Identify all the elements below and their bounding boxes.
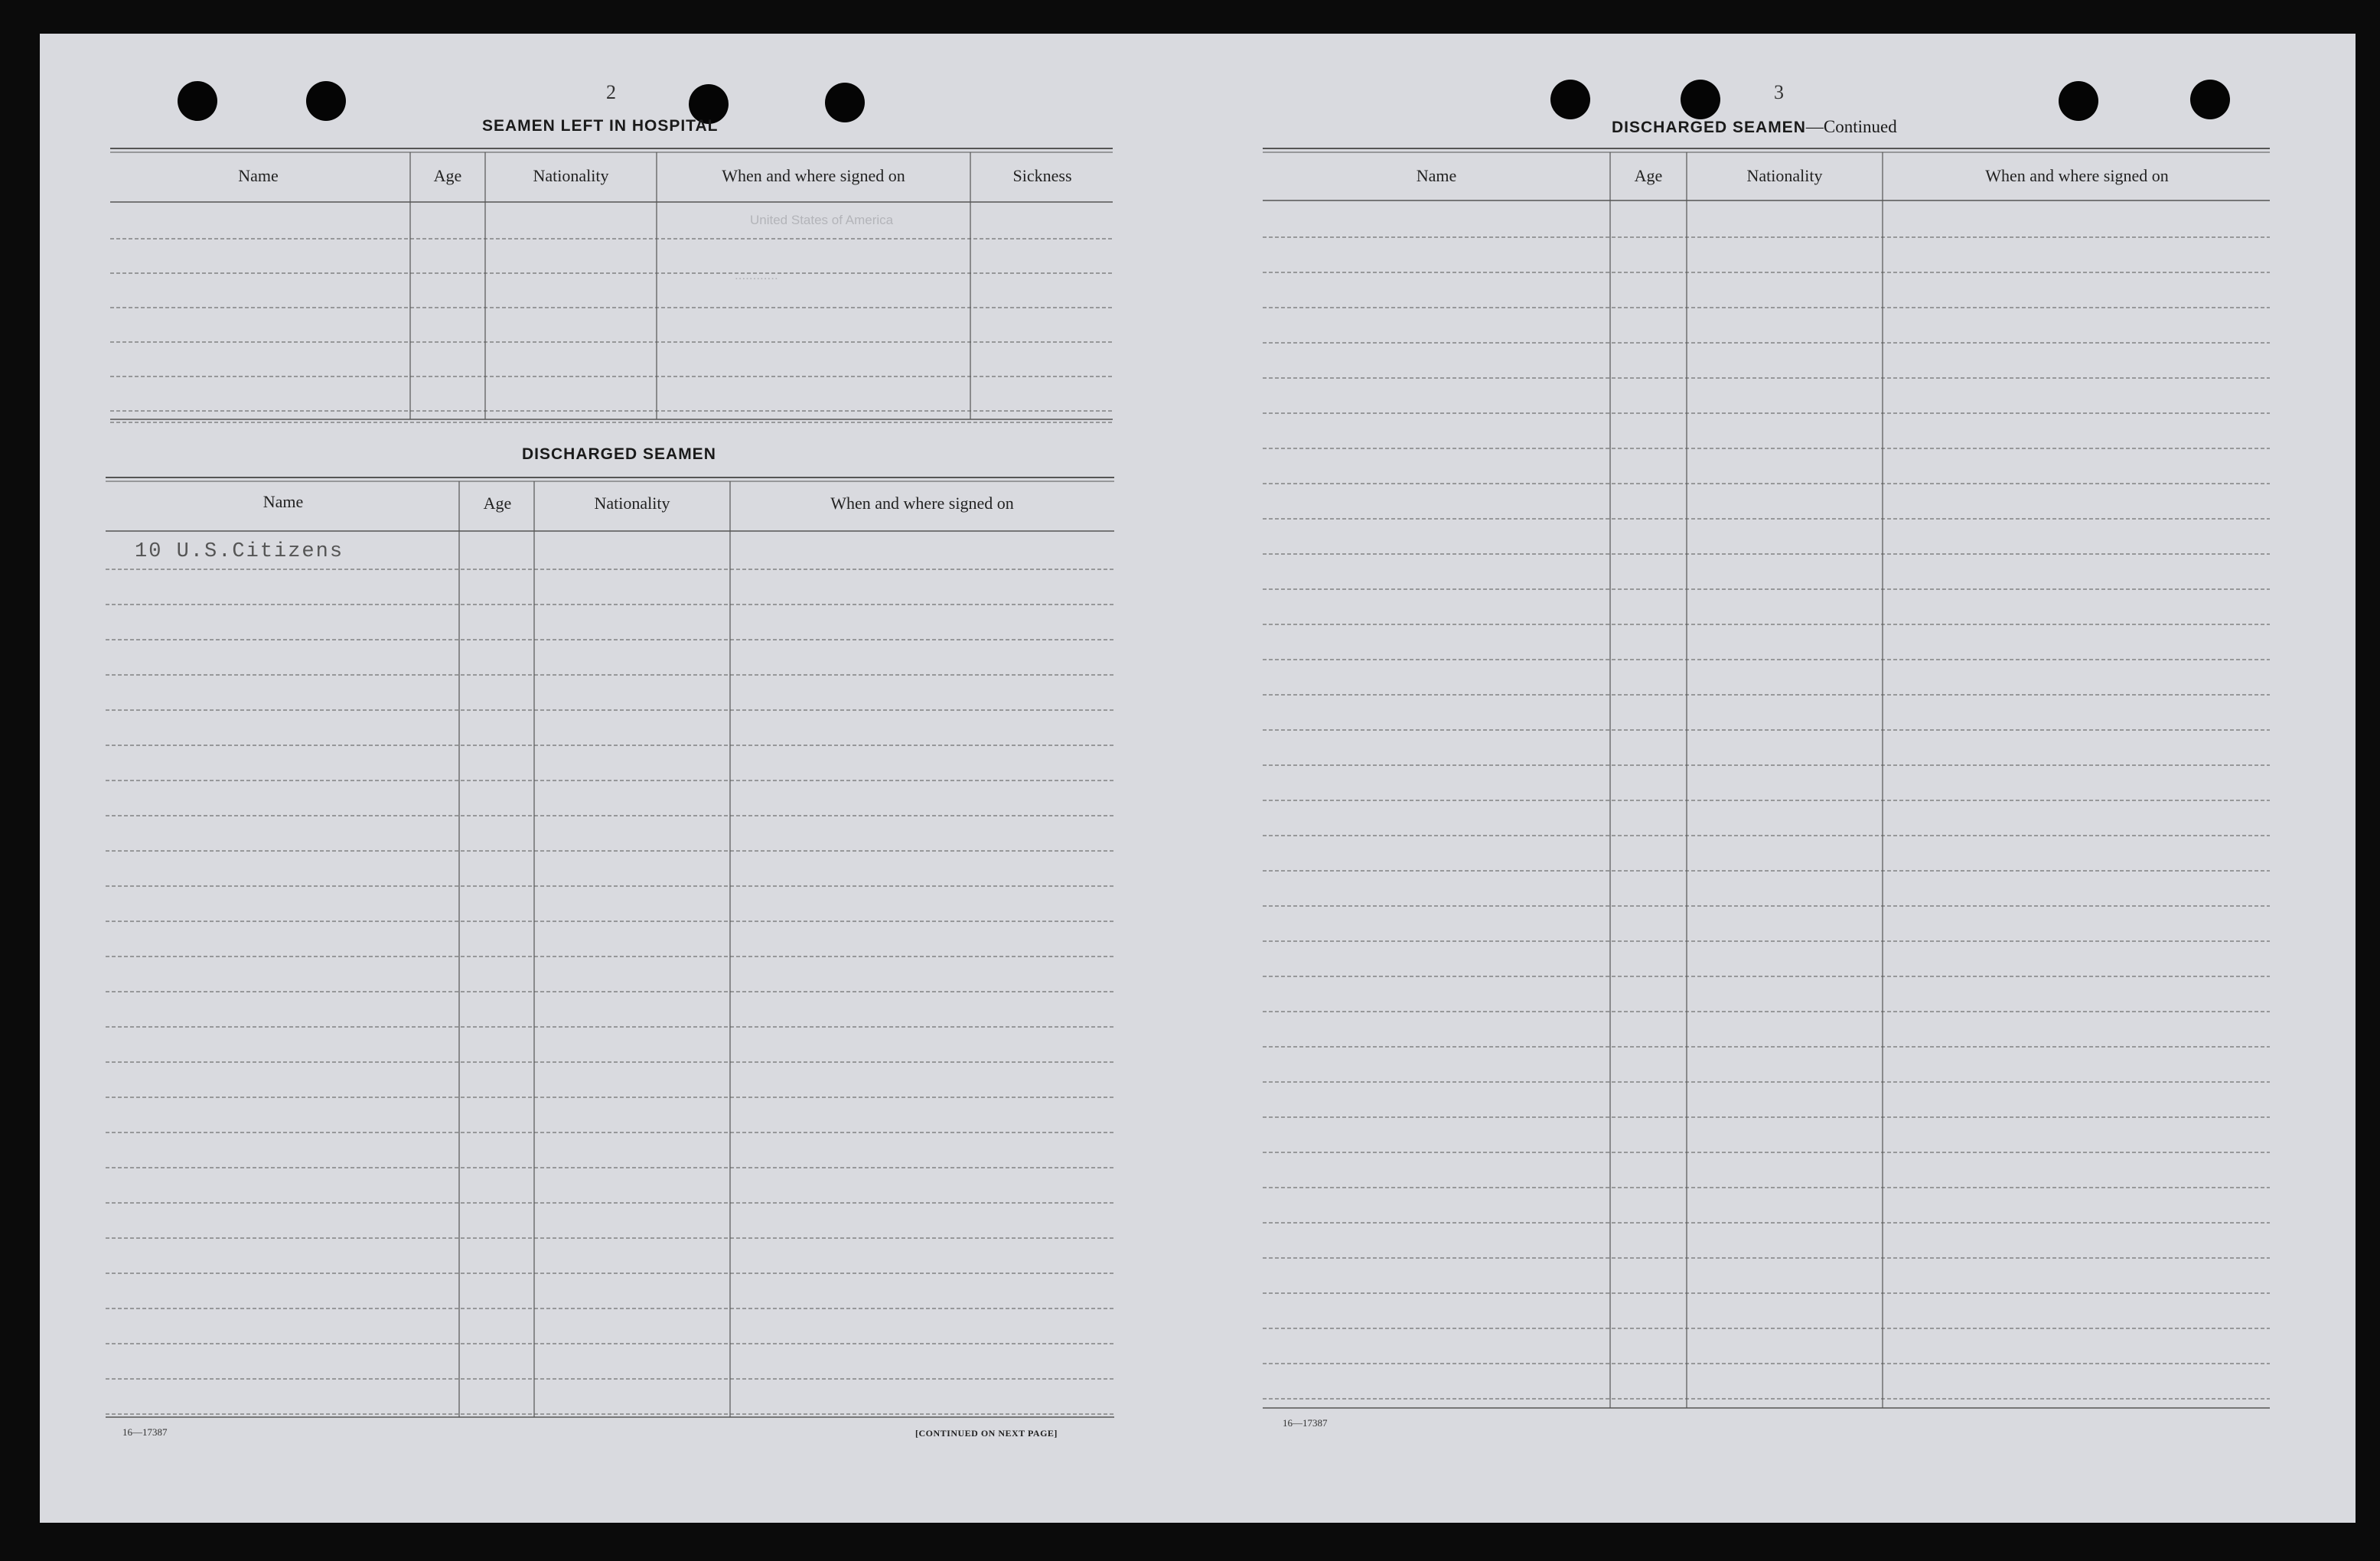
hospital-col-nationality: Nationality <box>533 166 609 185</box>
bleed-through-text: ............ <box>735 268 778 282</box>
discharged-col-name: Name <box>262 492 304 511</box>
continued-note: [CONTINUED ON NEXT PAGE] <box>915 1428 1058 1439</box>
bleed-through-text: United States of America <box>750 213 894 227</box>
hospital-col-sickness: Sickness <box>1012 166 1072 185</box>
discharged-section-title: DISCHARGED SEAMEN <box>522 445 716 463</box>
right-col-age: Age <box>1634 166 1663 185</box>
hospital-section-title: SEAMEN LEFT IN HOSPITAL <box>482 117 719 135</box>
hospital-col-age: Age <box>433 166 462 185</box>
form-number-left: 16—17387 <box>122 1426 168 1438</box>
typed-entry: 10 U.S.Citizens <box>135 540 344 563</box>
right-col-nationality: Nationality <box>1746 166 1823 185</box>
hospital-col-name: Name <box>238 166 279 185</box>
discharged-col-nationality: Nationality <box>594 494 670 513</box>
right-col-name: Name <box>1416 166 1457 185</box>
page-number-right: 3 <box>1774 81 1784 103</box>
discharged-col-signed-on: When and where signed on <box>830 494 1014 513</box>
right-section-title <box>1612 117 1897 137</box>
discharged-col-age: Age <box>483 494 512 513</box>
form-number-right: 16—17387 <box>1283 1417 1328 1429</box>
right-col-signed-on: When and where signed on <box>1985 166 2169 185</box>
page-number-left: 2 <box>606 81 616 103</box>
hospital-col-signed-on: When and where signed on <box>722 166 905 185</box>
right-section-title-main: DISCHARGED SEAMEN <box>1612 119 1806 136</box>
right-section-title-suffix: —Continued <box>1805 117 1897 136</box>
